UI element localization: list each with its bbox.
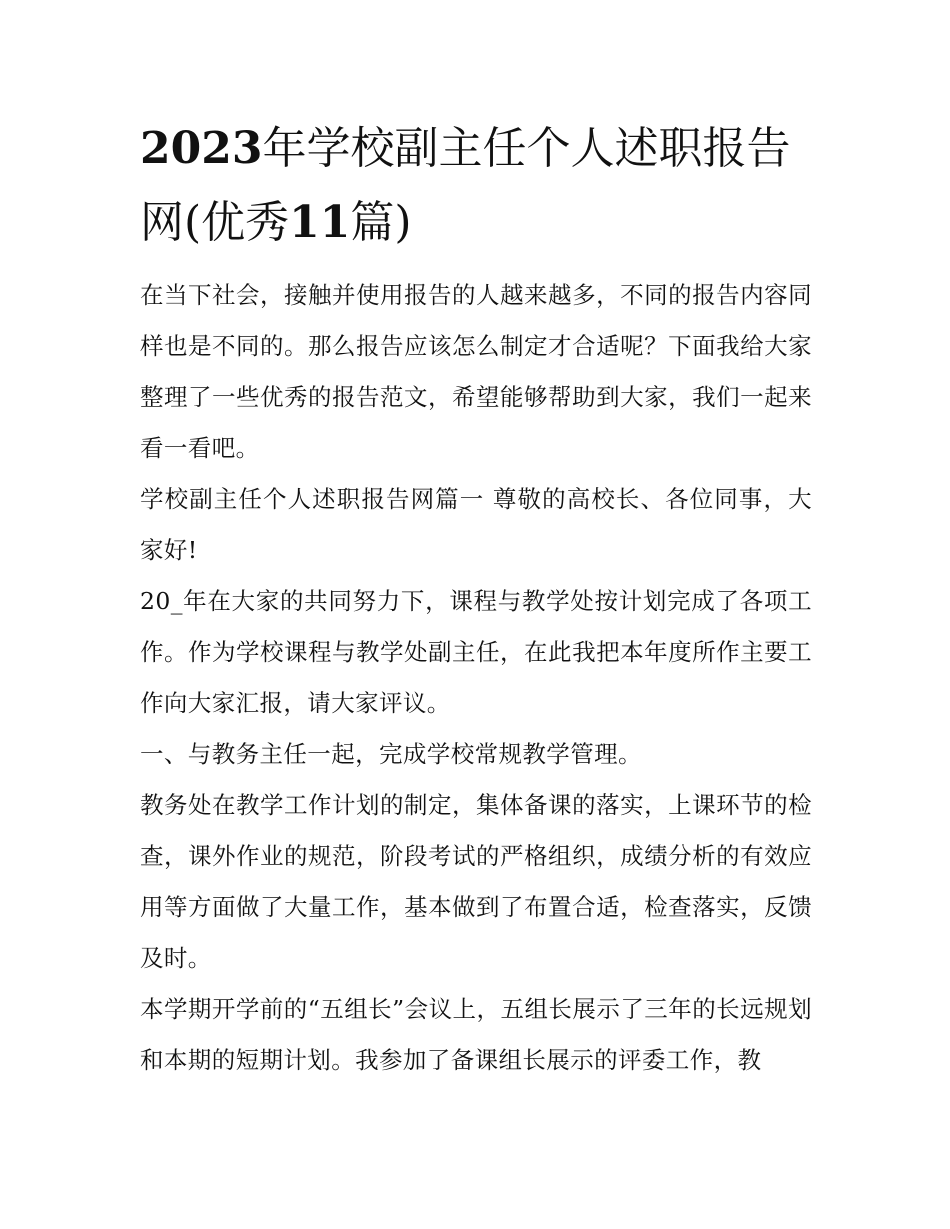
- title-text-main: 年学校副主任个人述职报告网(优秀: [140, 123, 791, 248]
- section-heading-1: 一、与教务主任一起，完成学校常规教学管理。: [140, 740, 642, 768]
- greeting-paragraph: 学校副主任个人述职报告网篇一 尊敬的高校长、各位同事，大家好!: [140, 485, 812, 564]
- overview-paragraph: 20_年在大家的共同努力下，课程与教学处按计划完成了各项工作。作为学校课程与教学处副主任，在此我把本年度所作主要工作向大家汇报，请大家评议。: [140, 587, 812, 717]
- meeting-paragraph: 本学期开学前的“五组长”会议上，五组长展示了三年的长远规划和本期的短期计划。我参加了备课组长展示的评委工作，教: [140, 995, 812, 1074]
- title-count: 11: [289, 197, 351, 248]
- document-page: [140, 112, 812, 1086]
- title-text-end: 篇): [350, 197, 412, 248]
- title-year: 2023: [140, 123, 263, 174]
- teaching-management-paragraph: 教务处在教学工作计划的制定，集体备课的落实，上课环节的检查，课外作业的规范，阶段考试的严格组织，成绩分析的有效应用等方面做了大量工作，基本做到了布置合适，检查落实，反馈及时。: [140, 791, 812, 972]
- document-title: [140, 112, 812, 260]
- intro-paragraph: 在当下社会，接触并使用报告的人越来越多，不同的报告内容同样也是不同的。那么报告应该怎么制定才合适呢？下面我给大家整理了一些优秀的报告范文，希望能够帮助到大家，我们一起来看一看吧。: [140, 281, 812, 462]
